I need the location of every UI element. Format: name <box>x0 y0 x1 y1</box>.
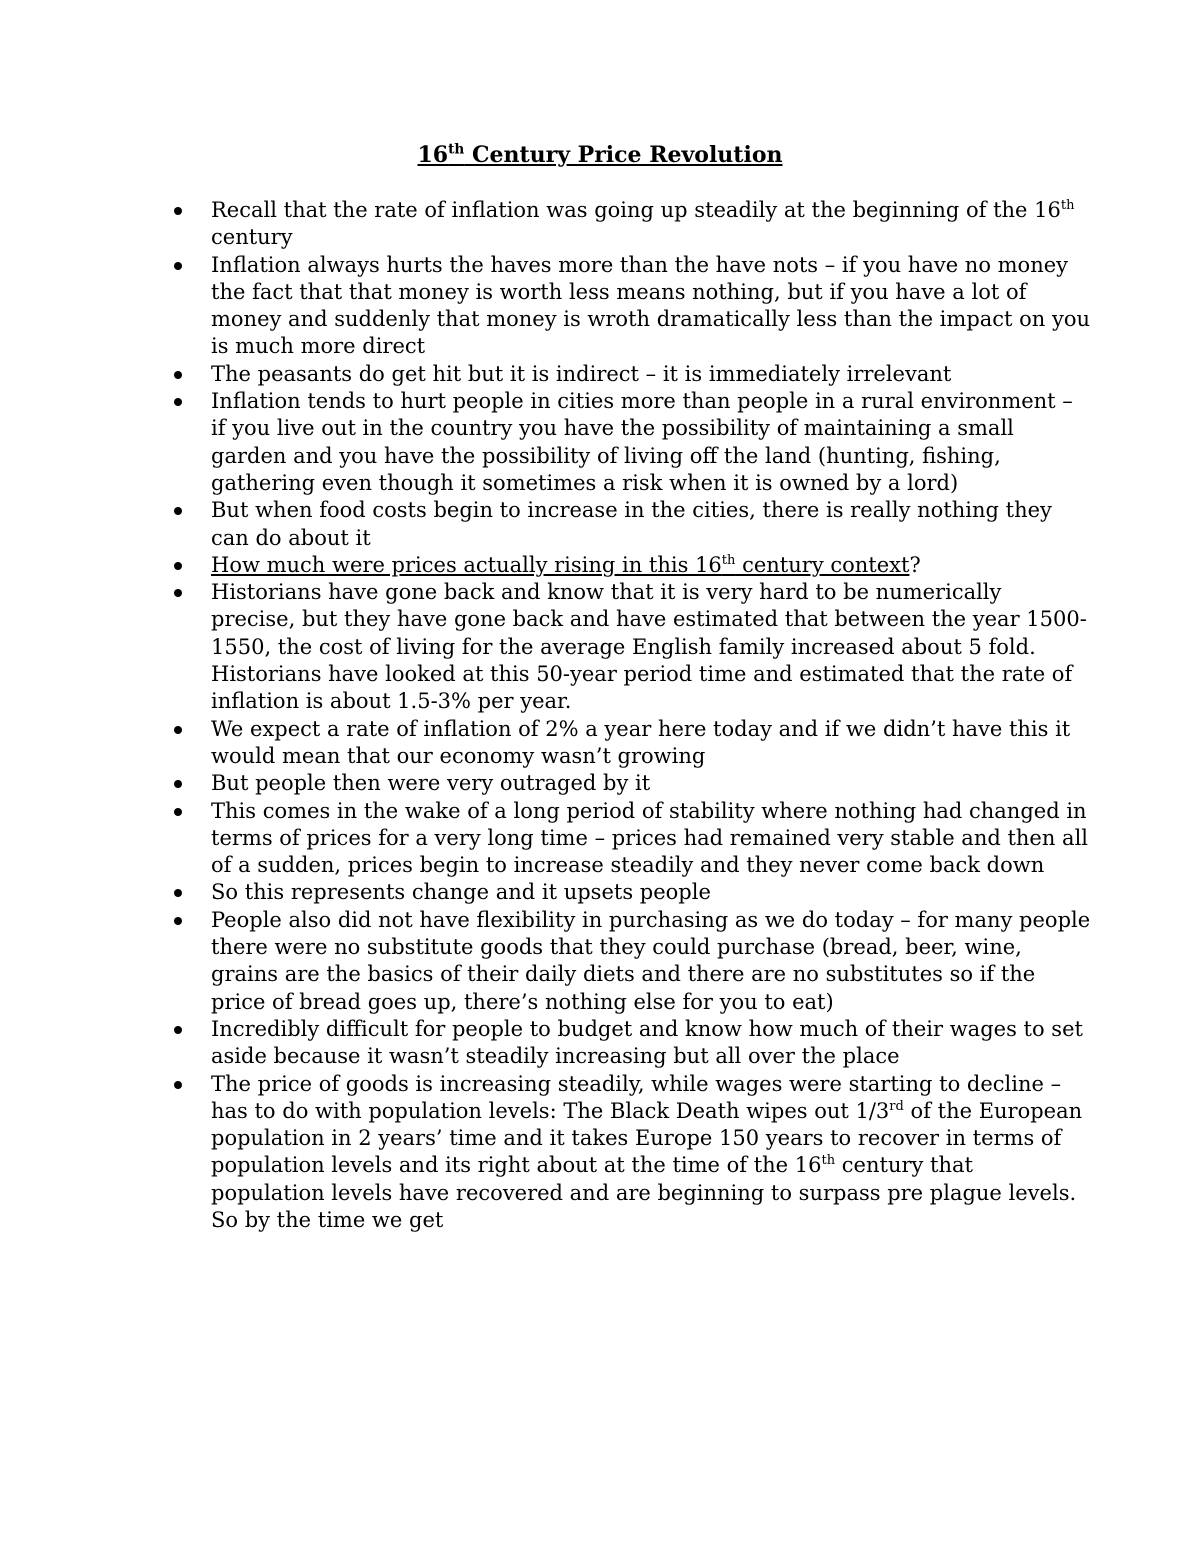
bullet-icon <box>174 1081 182 1089</box>
bullet-icon <box>174 207 182 215</box>
bullet-icon <box>174 398 182 406</box>
list-item: We expect a rate of inflation of 2% a year here today and if we didn’t have this it would mean that our economy wasn’t growing <box>211 716 1091 771</box>
bullet-icon <box>174 562 182 570</box>
bullet-icon <box>174 726 182 734</box>
list-item: But people then were very outraged by it <box>211 770 1091 797</box>
list-item: Historians have gone back and know that it is very hard to be numerically precise, but they have gone back and have estimated that between the year 1500-1550, the cost of living for the average English family increased about 5 fold. Historians have looked at this 50-year period time and estimated that the rate of inflation is about 1.5-3% per year. <box>211 579 1091 715</box>
list-item: The peasants do get hit but it is indirect – it is immediately irrelevant <box>211 361 1091 388</box>
list-item: People also did not have flexibility in purchasing as we do today – for many people there were no substitute goods that they could purchase (bread, beer, wine, grains are the basics of their daily diets and there are no substitutes so if the price of bread goes up, there’s nothing else for you to eat) <box>211 907 1091 1016</box>
underlined-question: How much were prices actually rising in this 16th century context <box>211 552 910 577</box>
bullet-icon <box>174 808 182 816</box>
bullet-icon <box>174 262 182 270</box>
list-item: Recall that the rate of inflation was going up steadily at the beginning of the 16th century <box>211 197 1091 252</box>
bullet-icon <box>174 917 182 925</box>
list-item: But when food costs begin to increase in the cities, there is really nothing they can do about it <box>211 497 1091 552</box>
list-item: Incredibly difficult for people to budget and know how much of their wages to set aside because it wasn’t steadily increasing but all over the place <box>211 1016 1091 1071</box>
bullet-list <box>211 197 1091 1234</box>
bullet-icon <box>174 589 182 597</box>
bullet-icon <box>174 1026 182 1034</box>
list-item: Inflation tends to hurt people in cities more than people in a rural environment – if you live out in the country you have the possibility of maintaining a small garden and you have the possibility of living off the land (hunting, fishing, gathering even though it sometimes a risk when it is owned by a lord) <box>211 388 1091 497</box>
list-item: Inflation always hurts the haves more than the have nots – if you have no money the fact that that money is worth less means nothing, but if you have a lot of money and suddenly that money is wroth dramatically less than the impact on you is much more direct <box>211 252 1091 361</box>
bullet-icon <box>174 889 182 897</box>
list-item: How much were prices actually rising in this 16th century context? <box>211 552 1091 579</box>
bullet-icon <box>174 371 182 379</box>
list-item: This comes in the wake of a long period of stability where nothing had changed in terms of prices for a very long time – prices had remained very stable and then all of a sudden, prices begin to increase steadily and they never come back down <box>211 798 1091 880</box>
list-item: So this represents change and it upsets people <box>211 879 1091 906</box>
list-item: The price of goods is increasing steadily, while wages were starting to decline – has to do with population levels: The Black Death wipes out 1/3rd of the European population in 2 years’ time and it takes Europe 150 years to recover in terms of population levels and its right about at the time of the 16th century that population levels have recovered and are beginning to surpass pre plague levels. So by the time we get <box>211 1071 1091 1235</box>
bullet-icon <box>174 507 182 515</box>
bullet-icon <box>174 780 182 788</box>
page-title: 16th Century Price Revolution <box>417 141 783 168</box>
